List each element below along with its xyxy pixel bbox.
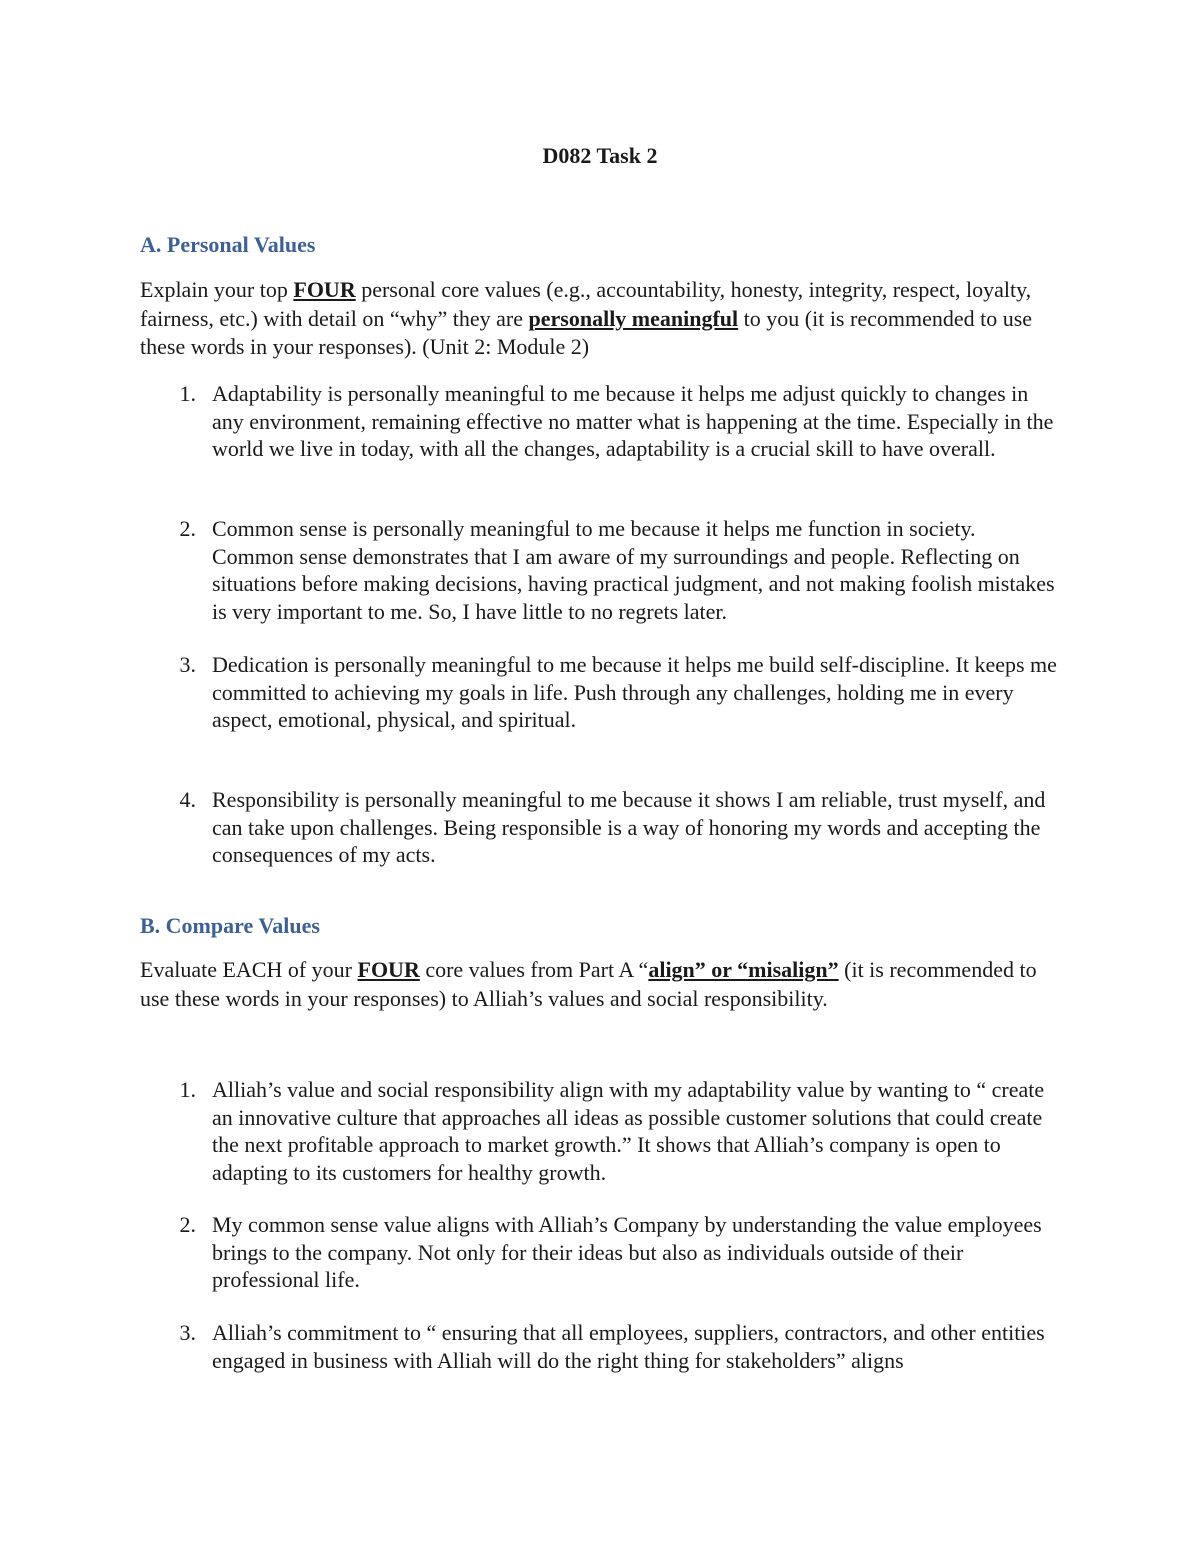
prompt-text: to you (it is recommended to use these words in your responses). (Unit 2: Module 2): [140, 305, 1033, 359]
list-item-text: Responsibility is personally meaningful to me because it shows I am reliable, trust myself, and can take upon challenges. Being responsible is a way of honoring my words and accepting the consequences of my acts.: [212, 787, 1046, 867]
list-item-text: Adaptability is personally meaningful to me because it helps me adjust quickly to changes in any environment, remaining effective no matter what is happening at the time. Especially in the world we live in today, with all the changes, adaptability is a crucial skill to have overall.: [212, 381, 1054, 461]
section-a-heading: A. Personal Values: [140, 232, 316, 257]
section-b-heading: B. Compare Values: [140, 913, 320, 938]
list-item-number: 2.: [179, 516, 196, 541]
emphasis-four: FOUR: [293, 277, 356, 302]
emphasis-align-misalign: align” or “misalign”: [648, 957, 839, 982]
section-b-prompt: [140, 956, 1060, 1013]
prompt-text: Evaluate EACH of your: [140, 957, 358, 982]
prompt-text: personal core values (e.g., accountability, honesty, integrity, respect, loyalty, fairness, etc.) with detail on “why” they are: [140, 277, 1032, 331]
list-item-number: 4.: [179, 787, 196, 812]
prompt-text: Explain your top: [140, 277, 294, 302]
list-item-text: Alliah’s value and social responsibility align with my adaptability value by wanting to “ create an innovative culture that approaches all ideas as possible customer solutions that could create the next profitable approach to market growth.” It shows that Alliah’s company is open to adapting to its customers for healthy growth.: [212, 1077, 1045, 1185]
prompt-text: core values from Part A “: [419, 957, 649, 982]
prompt-text: (it is recommended to use these words in your responses) to Alliah’s values and social responsibility.: [140, 957, 1037, 1011]
list-item-number: 2.: [179, 1212, 196, 1237]
list-item-number: 3.: [179, 652, 196, 677]
list-item-number: 1.: [179, 1077, 196, 1102]
list-item-text: Dedication is personally meaningful to me because it helps me build self-discipline. It keeps me committed to achieving my goals in life. Push through any challenges, holding me in every aspect, emotional, physical, and spiritual.: [212, 652, 1057, 732]
section-a-prompt: [140, 276, 1060, 362]
list-item-text: Alliah’s commitment to “ ensuring that all employees, suppliers, contractors, and other entities engaged in business with Alliah will do the right thing for stakeholders” aligns: [212, 1320, 1045, 1373]
list-item-number: 1.: [179, 381, 196, 406]
list-item-text: Common sense is personally meaningful to me because it helps me function in society. Common sense demonstrates that I am aware of my surroundings and people. Reflecting on situations before making decisions, having practical judgment, and not making foolish mistakes is very important to me. So, I have little to no regrets later.: [212, 516, 1055, 624]
list-item-number: 3.: [179, 1320, 196, 1345]
emphasis-four: FOUR: [357, 957, 420, 982]
document-title: D082 Task 2: [542, 143, 658, 168]
list-item-text: My common sense value aligns with Alliah’s Company by understanding the value employees brings to the company. Not only for their ideas but also as individuals outside of their professional life.: [212, 1212, 1042, 1292]
emphasis-personally-meaningful: personally meaningful: [528, 305, 739, 331]
